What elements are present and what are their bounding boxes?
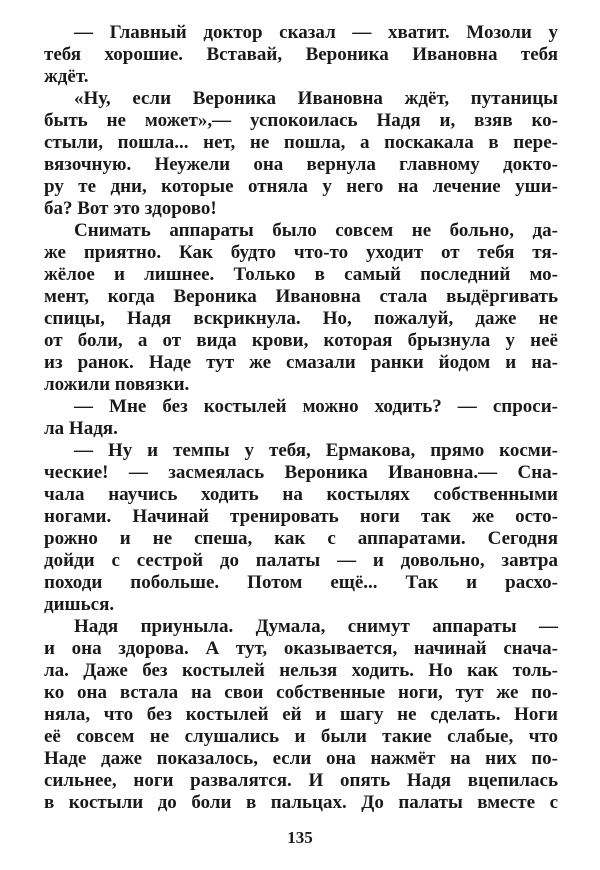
text-line: от боли, а от вида крови, которая брызнула у неё [44,330,558,351]
text-line: тебя хорошие. Вставай, Вероника Ивановна тебя [44,44,558,65]
text-line: ложили повязки. [44,374,190,395]
text-line: походи побольше. Потом ещё... Так и расхо- [44,572,558,593]
paragraph [44,396,558,440]
paragraph [44,220,558,396]
text-line: сильнее, ноги развалятся. И опять Надя вцепилась [44,770,558,791]
text-line: чала научись ходить на костылях собственными [44,484,558,505]
text-line: же приятно. Как будто что-то уходит от тебя тя- [44,242,558,263]
paragraph [44,22,558,88]
text-line: — Мне без костылей можно ходить? — спроси- [74,396,558,417]
page-text [44,22,558,814]
text-line: из ранок. Наде тут же смазали ранки йодом и на- [44,352,558,373]
paragraph [44,616,558,814]
paragraph [44,88,558,220]
text-line: и она здорова. А тут, оказывается, начинай снача- [44,638,558,659]
page-number: 135 [287,828,313,847]
text-line: ждёт. [44,66,89,87]
text-line: вязочную. Неужели она вернула главному докто- [44,154,558,175]
text-line: жёлое и лишнее. Только в самый последний мо- [44,264,558,285]
text-line: ногами. Начинай тренировать ноги так же осто- [44,506,558,527]
text-line: ру те дни, которые отняла у него на лечение уши- [44,176,558,197]
text-line: её совсем не слушались и были такие слабые, что [44,726,558,747]
text-line: — Главный доктор сказал — хватит. Мозоли у [74,22,558,43]
text-line: ба? Вот это здорово! [44,198,217,219]
text-line: Наде даже показалось, если она нажмёт на них по- [44,748,558,769]
text-line: ла. Даже без костылей нельзя ходить. Но как толь- [44,660,558,681]
text-line: ко она встала на свои собственные ноги, тут же по- [44,682,558,703]
text-line: ческие! — засмеялась Вероника Ивановна.— Сна- [44,462,558,483]
text-line: Снимать аппараты было совсем не больно, да- [74,220,558,241]
text-line: дойди с сестрой до палаты — и довольно, завтра [44,550,558,571]
text-line: рожно и не спеша, как с аппаратами. Сегодня [44,528,558,549]
paragraph [44,440,558,616]
text-line: няла, что без костылей ей и шагу не сделать. Ноги [44,704,558,725]
text-line: в костыли до боли в пальцах. До палаты вместе с [44,792,558,813]
text-line: ла Надя. [44,418,118,439]
text-line: мент, когда Вероника Ивановна стала выдёргивать [44,286,558,307]
text-line: дишься. [44,594,115,615]
text-line: спицы, Надя вскрикнула. Но, пожалуй, даже не [44,308,558,329]
text-line: — Ну и темпы у тебя, Ермакова, прямо косми- [74,440,558,461]
text-line: стыли, пошла... нет, не пошла, а поскакала в пере- [44,132,558,153]
text-line: «Ну, если Вероника Ивановна ждёт, путаницы [74,88,558,109]
text-line: Надя приуныла. Думала, снимут аппараты — [74,616,558,637]
text-line: быть не может»,— успокоилась Надя и, взяв ко- [44,110,558,131]
